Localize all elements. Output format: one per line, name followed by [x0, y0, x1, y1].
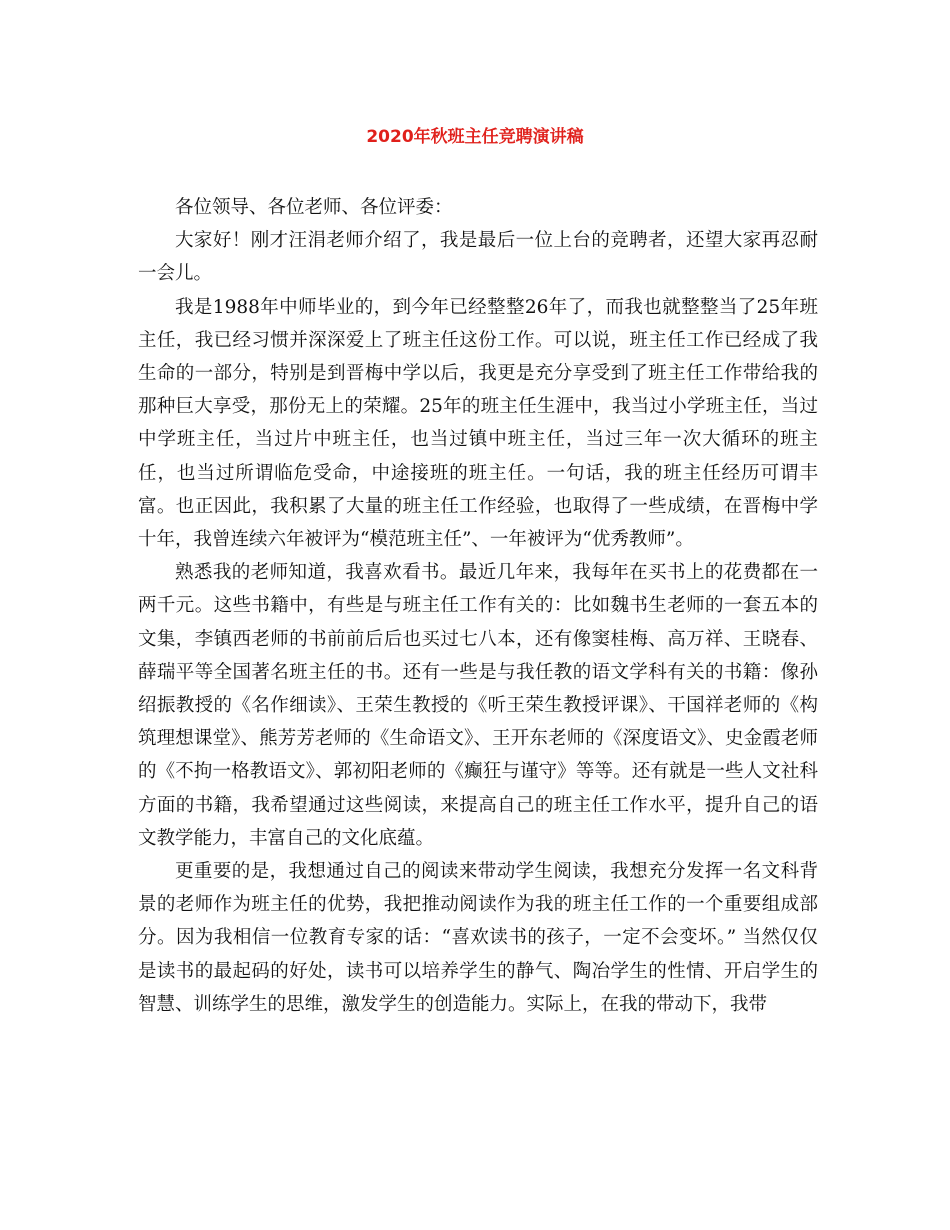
document-title: 2020年秋班主任竞聘演讲稿: [366, 127, 584, 147]
paragraph: 大家好！刚才汪涓老师介绍了，我是最后一位上台的竞聘者，还望大家再忍耐一会儿。: [138, 230, 818, 285]
paragraph: 我是1988年中师毕业的，到今年已经整整26年了，而我也就整整当了25年班主任，我已经习惯并深深爱上了班主任这份工作。可以说，班主任工作已经成了我生命的一部分，特别是到晋梅中学以后，我更是充分享受到了班主任工作带给我的那种巨大享受，那份无上的荣耀。25年的班主任生涯中，我当过小学班主任，当过中学班主任，当过片中班主任，也当过镇中班主任，当过三年一次大循环的班主任，也当过所谓临危受命，中途接班的班主任。一句话，我的班主任经历可谓丰富。也正因此，我积累了大量的班主任工作经验，也取得了一些成绩，在晋梅中学十年，我曾连续六年被评为“模范班主任”、一年被评为“优秀教师”。: [138, 296, 818, 551]
paragraph: 更重要的是，我想通过自己的阅读来带动学生阅读，我想充分发挥一名文科背景的老师作为班主任的优势，我把推动阅读作为我的班主任工作的一个重要组成部分。因为我相信一位教育专家的话：“喜欢读书的孩子，一定不会变坏。” 当然仅仅是读书的最起码的好处，读书可以培养学生的静气、陶冶学生的性情、开启学生的智慧、训练学生的思维，激发学生的创造能力。实际上，在我的带动下，我带: [138, 861, 818, 1015]
paragraph: 熟悉我的老师知道，我喜欢看书。最近几年来，我每年在买书上的花费都在一两千元。这些书籍中，有些是与班主任工作有关的：比如魏书生老师的一套五本的文集，李镇西老师的书前前后后也买过七八本，还有像窦桂梅、高万祥、王晓春、薛瑞平等全国著名班主任的书。还有一些是与我任教的语文学科有关的书籍：像孙绍振教授的《名作细读》、王荣生教授的《听王荣生教授评课》、干国祥老师的《构筑理想课堂》、熊芳芳老师的《生命语文》、王开东老师的《深度语文》、史金霞老师的《不拘一格教语文》、郭初阳老师的《癫狂与谨守》等等。还有就是一些人文社科方面的书籍，我希望通过这些阅读，来提高自己的班主任工作水平，提升自己的语文教学能力，丰富自己的文化底蕴。: [138, 562, 818, 849]
document-body: [138, 191, 818, 1021]
salutation: 各位领导、各位老师、各位评委：: [175, 197, 453, 218]
